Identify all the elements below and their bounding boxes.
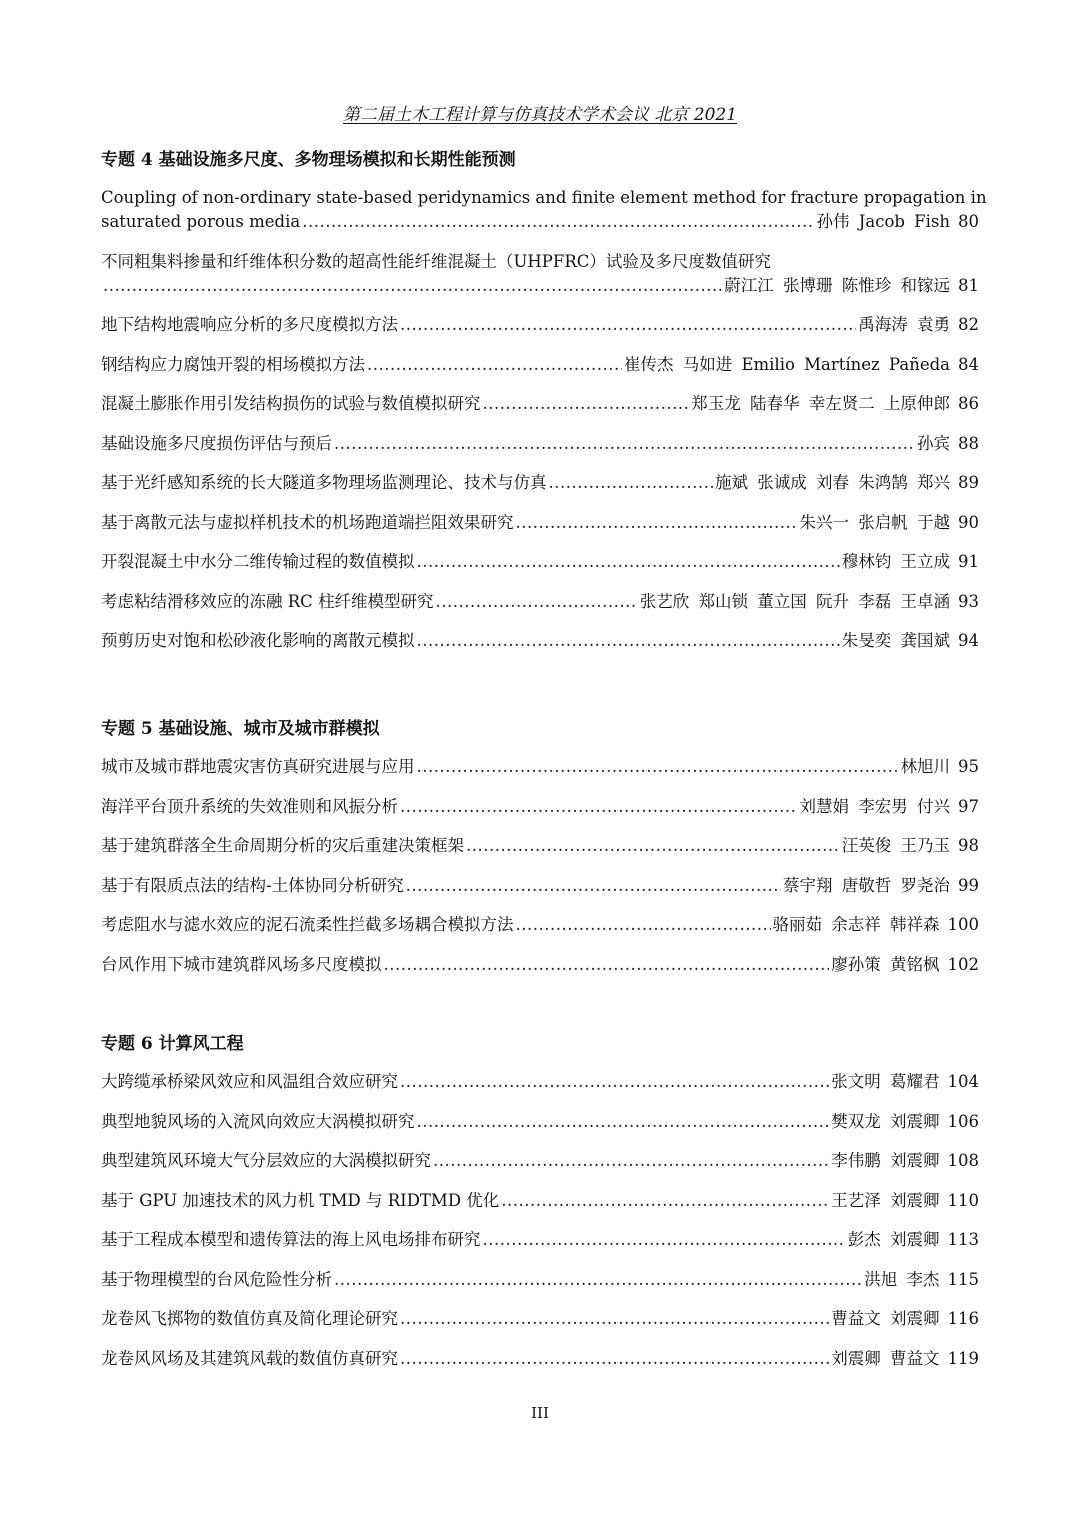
entry-title: 基于有限质点法的结构-土体协同分析研究 [101,875,404,895]
entry-title: 混凝土膨胀作用引发结构损伤的试验与数值模拟研究 [101,394,481,413]
entry-title: 基于光纤感知系统的长大隧道多物理场监测理论、技术与仿真 [101,473,547,492]
dot-leader [417,550,840,574]
entry-title: 基于 GPU 加速技术的风力机 TMD 与 RIDTMD 优化 [101,1190,500,1210]
toc-entry [101,471,979,495]
dot-leader [483,392,690,416]
entry-row [101,550,979,574]
page-header: 第二届土木工程计算与仿真技术学术会议 北京 2021 [342,105,738,125]
toc-entry [101,511,979,535]
entry-page-number: 86 [958,394,979,413]
entry-title: 基于建筑群落全生命周期分析的灾后重建决策框架 [101,836,464,855]
toc-entry [101,755,979,779]
entry-authors: 张艺欣 郑山锁 董立国 阮升 李磊 王卓涵 [639,591,950,611]
toc-entry [101,1110,979,1134]
entry-title: 大跨缆承桥梁风效应和风温组合效应研究 [101,1072,398,1091]
entry-title: saturated porous media [101,212,301,231]
entry-page-number: 113 [947,1230,979,1249]
dot-leader [417,755,899,779]
dot-leader [400,1307,829,1331]
toc-entry-list [101,186,987,653]
entry-authors: 孙伟 Jacob Fish [816,212,950,231]
entry-row [101,953,979,977]
dot-leader [501,1189,829,1213]
dot-leader [400,795,798,819]
dot-leader [334,1268,862,1292]
toc-entry [101,432,979,456]
entry-page-number: 102 [947,954,979,974]
entry-row [101,795,979,819]
entry-authors: 彭杰 刘震卿 [847,1230,940,1249]
section-heading: 专题 5 基础设施、城市及城市群模拟 [101,719,380,739]
entry-row [101,874,979,898]
entry-row [101,1347,979,1371]
entry-page-number: 115 [947,1269,979,1289]
toc-entry [101,913,979,937]
entry-row [101,210,979,234]
dot-leader [384,953,830,977]
entry-title: 海洋平台顶升系统的失效准则和风振分析 [101,796,398,816]
dot-leader [400,1070,829,1094]
entry-title: 龙卷风飞掷物的数值仿真及简化理论研究 [101,1309,398,1328]
entry-row [101,1228,979,1252]
entry-page-number: 80 [958,212,979,231]
entry-title: 基础设施多尺度损伤评估与预后 [101,433,332,453]
entry-title: 地下结构地震响应分析的多尺度模拟方法 [101,315,398,334]
entry-authors: 汪英俊 王乃玉 [841,836,950,855]
entry-authors: 孙宾 [917,433,950,453]
entry-row [101,913,979,937]
toc-entry [101,550,979,574]
dot-leader [400,1347,829,1371]
entry-row [101,471,979,495]
entry-page-number: 98 [958,836,979,855]
toc-entry [101,1189,979,1213]
toc-entry [101,392,979,416]
toc-entry [101,313,979,337]
dot-leader [433,1149,829,1173]
entry-page-number: 91 [958,552,979,571]
toc-entry [101,795,979,819]
entry-title: 基于离散元法与虚拟样机技术的机场跑道端拦阻效果研究 [101,512,514,532]
entry-authors: 李伟鹏 刘震卿 [831,1151,940,1170]
entry-authors: 崔传杰 马如进 Emilio Martínez Pañeda [623,354,950,374]
entry-title: 典型地貌风场的入流风向效应大涡模拟研究 [101,1111,415,1131]
entry-row [101,590,979,614]
entry-row [101,1070,979,1094]
dot-leader [302,210,814,234]
entry-row [101,392,979,416]
toc-entry [101,1070,979,1094]
toc-entry [101,1228,979,1252]
dot-leader [549,471,714,495]
entry-authors: 禹海涛 袁勇 [858,315,950,334]
entry-authors: 刘慧娟 李宏男 付兴 [799,796,950,816]
entry-row [101,1189,979,1213]
toc-entry-list [101,755,979,977]
dot-leader [417,1110,830,1134]
toc-entry-list [101,1070,979,1371]
toc-entry [101,1347,979,1371]
entry-page-number: 82 [958,315,979,334]
entry-authors: 穆林钧 王立成 [841,552,950,571]
entry-page-number: 81 [958,275,979,295]
entry-title: 钢结构应力腐蚀开裂的相场模拟方法 [101,354,365,374]
entry-authors: 蔡宇翔 唐敬哲 罗尧治 [783,875,950,895]
entry-page-number: 99 [958,875,979,895]
section-6 [101,1032,979,1386]
entry-page-number: 95 [958,757,979,776]
toc-entry [101,834,979,858]
section-heading: 专题 4 基础设施多尺度、多物理场模拟和长期性能预测 [101,150,516,170]
entry-row [101,432,979,456]
entry-page-number: 104 [947,1072,979,1091]
entry-authors: 骆丽茹 余志祥 韩祥森 [772,915,940,934]
entry-authors: 朱兴一 张启帆 于越 [799,512,950,532]
entry-title: 考虑粘结滑移效应的冻融 RC 柱纤维模型研究 [101,591,434,611]
entry-page-number: 108 [947,1151,979,1170]
dot-leader [436,590,638,614]
dot-leader [466,834,840,858]
toc-entry [101,953,979,977]
entry-title: 城市及城市群地震灾害仿真研究进展与应用 [101,757,415,776]
entry-title: 基于物理模型的台风危险性分析 [101,1269,332,1289]
entry-page-number: 116 [947,1309,979,1328]
dot-leader [483,1228,846,1252]
entry-row [101,834,979,858]
entry-page-number: 90 [958,512,979,532]
section-4 [101,148,987,669]
dot-leader [516,913,771,937]
entry-page-number: 119 [947,1348,979,1368]
entry-page-number: 84 [958,354,979,374]
entry-title-line1: Coupling of non-ordinary state-based peridynamics and finite element method for fracture propagation in [101,188,987,207]
toc-entry [101,250,979,298]
entry-title: 预剪历史对饱和松砂液化影响的离散元模拟 [101,631,415,650]
entry-row [101,511,979,535]
entry-authors: 廖孙策 黄铭枫 [831,954,940,974]
entry-title: 典型建筑风环境大气分层效应的大涡模拟研究 [101,1151,431,1170]
page-number: III [531,1404,549,1422]
entry-row [101,353,979,377]
toc-entry [101,629,979,653]
dot-leader [400,313,856,337]
dot-leader [516,511,798,535]
entry-page-number: 88 [958,433,979,453]
entry-row [101,274,979,298]
entry-authors: 施斌 张诚成 刘春 朱鸿鹄 郑兴 [715,473,950,492]
entry-authors: 朱旻奕 龚国斌 [841,631,950,650]
entry-row [101,1110,979,1134]
entry-title: 开裂混凝土中水分二维传输过程的数值模拟 [101,552,415,571]
entry-row [101,313,979,337]
entry-authors: 王艺泽 刘震卿 [831,1190,940,1210]
entry-authors: 洪旭 李杰 [864,1269,940,1289]
toc-entry [101,1149,979,1173]
entry-authors: 张文明 葛耀君 [831,1072,940,1091]
toc-entry [101,186,987,234]
section-heading: 专题 6 计算风工程 [101,1034,244,1054]
entry-title: 台风作用下城市建筑群风场多尺度模拟 [101,954,382,974]
dot-leader [406,874,781,898]
entry-row [101,755,979,779]
toc-entry [101,590,979,614]
entry-page-number: 89 [958,473,979,492]
toc-entry [101,1268,979,1292]
entry-row [101,1268,979,1292]
toc-entry [101,353,979,377]
entry-row [101,629,979,653]
entry-page-number: 110 [947,1190,979,1210]
entry-page-number: 106 [947,1111,979,1131]
entry-page-number: 94 [958,631,979,650]
dot-leader [367,353,622,377]
section-5 [101,717,979,992]
entry-row [101,1307,979,1331]
entry-title: 考虑阻水与滤水效应的泥石流柔性拦截多场耦合模拟方法 [101,915,514,934]
dot-leader [417,629,840,653]
entry-authors: 曹益文 刘震卿 [831,1309,940,1328]
toc-entry [101,1307,979,1331]
entry-authors: 刘震卿 曹益文 [831,1348,940,1368]
entry-title-line1: 不同粗集料掺量和纤维体积分数的超高性能纤维混凝土（UHPFRC）试验及多尺度数值研究 [101,251,771,271]
dot-leader [334,432,915,456]
dot-leader [103,274,722,298]
entry-title: 基于工程成本模型和遗传算法的海上风电场排布研究 [101,1230,481,1249]
toc-entry [101,874,979,898]
entry-page-number: 93 [958,591,979,611]
entry-title: 龙卷风风场及其建筑风载的数值仿真研究 [101,1348,398,1368]
entry-row [101,1149,979,1173]
entry-authors: 郑玉龙 陆春华 幸左贤二 上原伸郎 [691,394,950,413]
entry-authors: 林旭川 [900,757,950,776]
entry-authors: 樊双龙 刘震卿 [831,1111,940,1131]
entry-page-number: 97 [958,796,979,816]
entry-page-number: 100 [947,915,979,934]
entry-authors: 蔚江江 张博珊 陈惟珍 和镓远 [724,275,950,295]
